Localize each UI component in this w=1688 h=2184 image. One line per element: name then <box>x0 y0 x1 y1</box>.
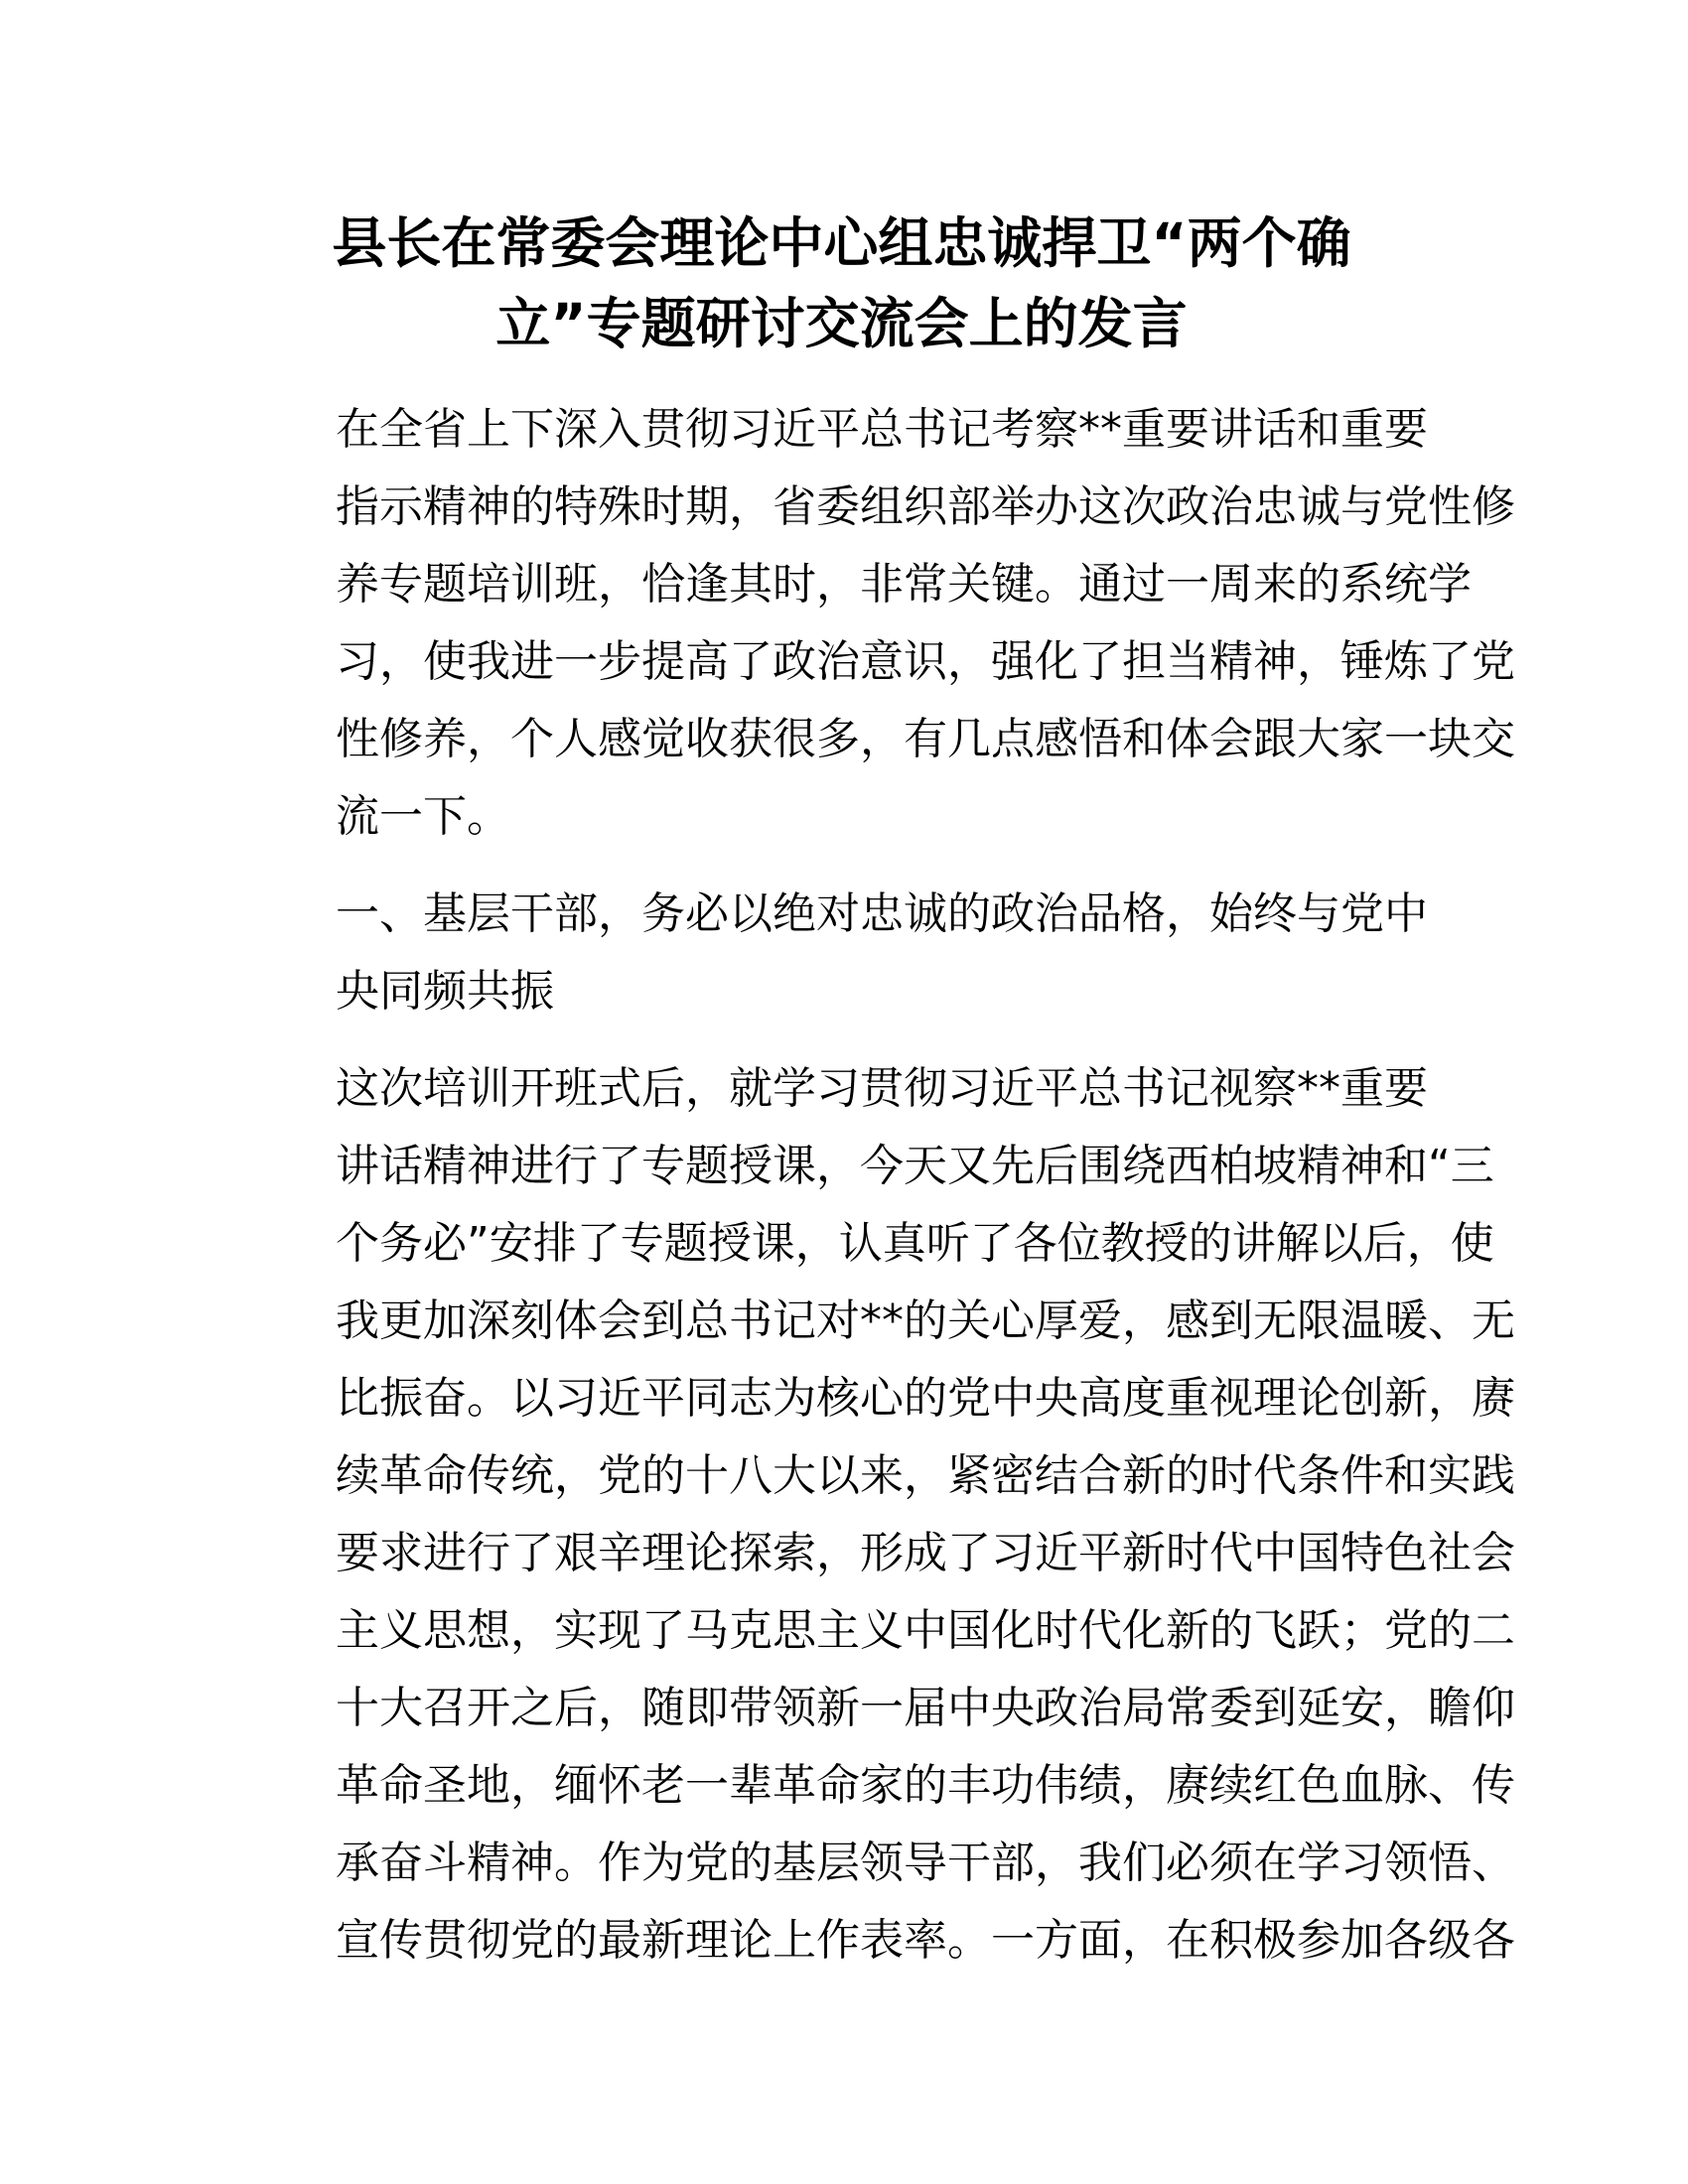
text-line: 宣传贯彻党的最新理论上作表率。一方面，在积极参加各级各 <box>336 1915 1515 1966</box>
title-line: 县长在常委会理论中心组忠诚捍卫“两个确 <box>332 211 1351 275</box>
text-line: 性修养，个人感觉收获很多，有几点感悟和体会跟大家一块交 <box>336 714 1515 764</box>
text-line: 革命圣地，缅怀老一辈革命家的丰功伟绩，赓续红色血脉、传 <box>336 1760 1515 1811</box>
text-line: 续革命传统，党的十八大以来，紧密结合新的时代条件和实践 <box>336 1450 1515 1501</box>
text-line: 指示精神的特殊时期，省委组织部举办这次政治忠诚与党性修 <box>336 481 1515 532</box>
title-line: 立”专题研讨交流会上的发言 <box>495 292 1188 355</box>
text-line: 流一下。 <box>336 791 510 842</box>
text-line: 讲话精神进行了专题授课，今天又先后围绕西柏坡精神和“三 <box>336 1141 1494 1191</box>
document-body <box>248 204 1515 1979</box>
text-line: 养专题培训班，恰逢其时，非常关键。通过一周来的系统学 <box>336 559 1472 610</box>
text-line: 我更加深刻体会到总书记对**的关心厚爱，感到无限温暖、无 <box>336 1296 1515 1346</box>
body-paragraph <box>248 1050 1515 1979</box>
text-line: 比振奋。以习近平同志为核心的党中央高度重视理论创新，赓 <box>336 1373 1515 1424</box>
text-line: 承奋斗精神。作为党的基层领导干部，我们必须在学习领悟、 <box>336 1838 1515 1888</box>
text-line: 要求进行了艰辛理论探索，形成了习近平新时代中国特色社会 <box>336 1528 1515 1578</box>
text-line: 主义思想，实现了马克思主义中国化时代化新的飞跃；党的二 <box>336 1605 1515 1656</box>
text-line: 这次培训开班式后，就学习贯彻习近平总书记视察**重要 <box>336 1063 1428 1114</box>
text-line: 个务必”安排了专题授课，认真听了各位教授的讲解以后，使 <box>336 1218 1494 1269</box>
text-line: 一、基层干部，务必以绝对忠诚的政治品格，始终与党中 <box>336 888 1428 939</box>
text-line: 习，使我进一步提高了政治意识，强化了担当精神，锤炼了党 <box>336 636 1515 687</box>
text-line: 在全省上下深入贯彻习近平总书记考察**重要讲话和重要 <box>336 404 1428 455</box>
section-heading-one <box>248 876 1435 1030</box>
text-line: 十大召开之后，随即带领新一届中央政治局常委到延安，瞻仰 <box>336 1683 1515 1733</box>
document-title <box>248 204 1435 364</box>
text-line: 央同频共振 <box>336 966 554 1017</box>
intro-paragraph <box>248 391 1515 856</box>
